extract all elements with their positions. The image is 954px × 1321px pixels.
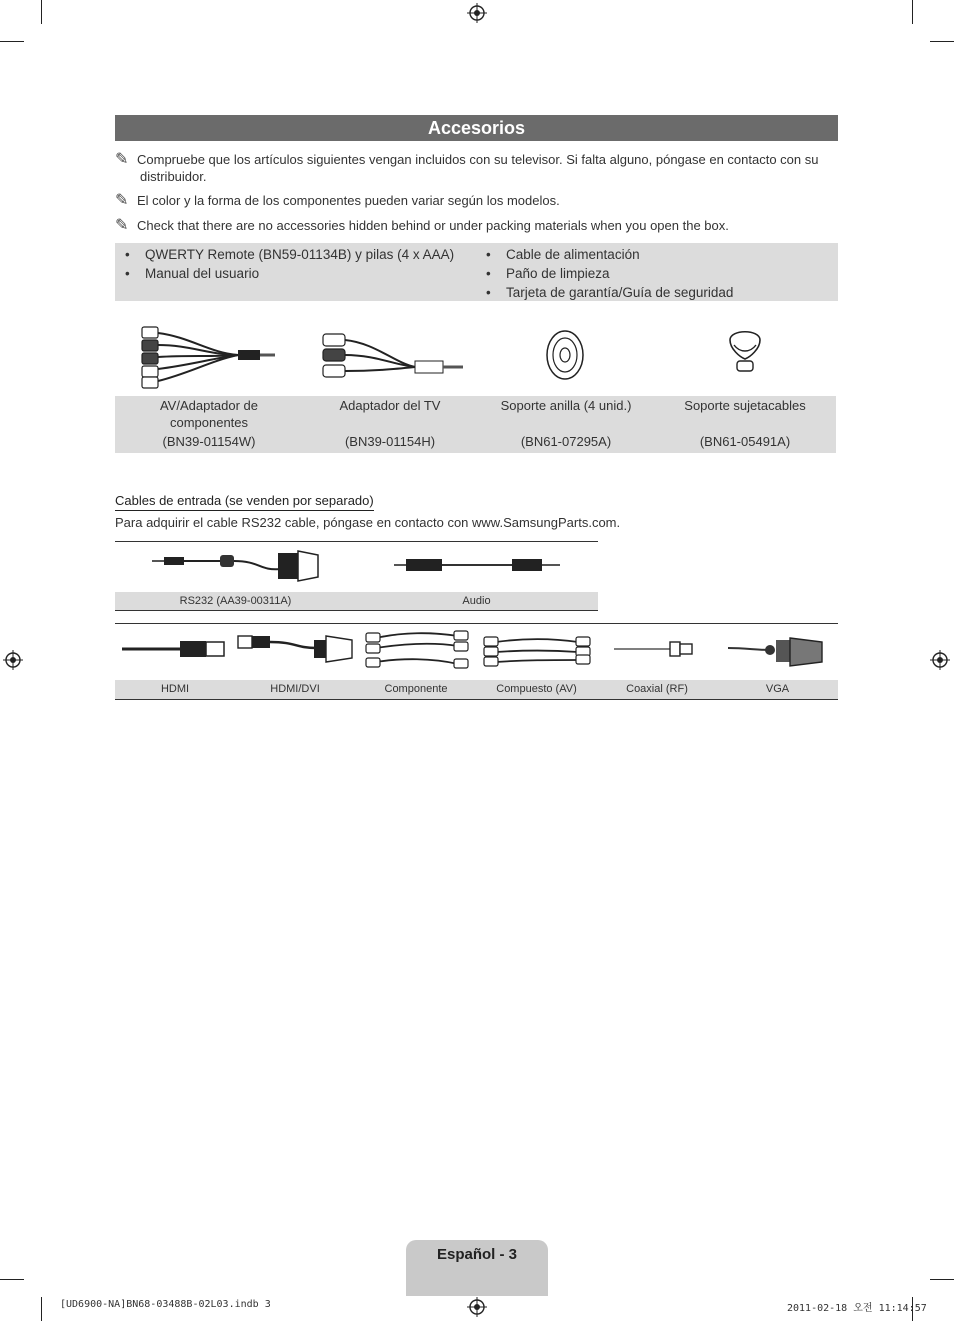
cable-label: Coaxial (RF): [626, 683, 688, 695]
coaxial-cable-icon: [612, 636, 696, 664]
registration-mark-icon: [467, 3, 487, 23]
note-text: Check that there are no accessories hidden behind or under packing materials when you open the box.: [137, 218, 729, 233]
hdmi-dvi-cable-icon: [236, 630, 356, 664]
caption-bar: [115, 592, 598, 610]
audio-cable-icon: [392, 555, 562, 575]
note-text: El color y la forma de los componentes pueden variar según los modelos.: [137, 193, 560, 208]
crop-mark: [930, 41, 954, 42]
note-item: [115, 192, 840, 209]
accessory-cell: [300, 396, 480, 449]
crop-mark: [930, 1279, 954, 1280]
cable-label: VGA: [765, 683, 790, 695]
print-slug-left: [UD6900-NA]BN68-03488B-02L03.indb 3: [60, 1299, 271, 1310]
crop-mark: [0, 41, 24, 42]
list-item: • QWERTY Remote (BN59-01134B) y pilas (4 x AAA): [125, 247, 455, 262]
accessory-code: (BN39-01154H): [344, 434, 436, 449]
accessory-cell: [655, 396, 835, 449]
rs232-cable-icon: [150, 547, 325, 585]
cable-label: RS232 (AA39-00311A): [179, 595, 292, 607]
table-rule: [115, 541, 598, 542]
list-item: • Paño de limpieza: [486, 266, 610, 281]
note-item: [115, 217, 840, 234]
input-cables-note: Para adquirir el cable RS232 cable, póngase en contacto con www.SamsungParts.com.: [115, 515, 621, 530]
list-item-text: Cable de alimentación: [506, 247, 640, 262]
included-items-right: [476, 245, 733, 302]
list-item-text: Tarjeta de garantía/Guía de seguridad: [506, 285, 734, 300]
accessory-name: AV/Adaptador de componentes: [159, 398, 259, 430]
av-component-adapter-icon: [130, 315, 280, 395]
crop-mark: [41, 0, 42, 24]
crop-mark: [41, 1297, 42, 1321]
vga-cable-icon: [726, 634, 826, 668]
tv-adapter-icon: [315, 315, 465, 395]
accessories-table: [115, 396, 836, 453]
accessory-code: (BN39-01154W): [162, 434, 256, 449]
input-cables-heading: Cables de entrada (se venden por separado): [115, 493, 374, 511]
ring-holder-icon: [540, 315, 590, 395]
accessory-code: (BN61-07295A): [520, 434, 612, 449]
print-slug-right: 2011-02-18 오전 11:14:57: [787, 1303, 927, 1314]
note-item: [115, 151, 840, 185]
registration-mark-icon: [3, 650, 23, 670]
crop-mark: [912, 0, 913, 24]
included-items-box: [115, 243, 838, 301]
list-item-text: Manual del usuario: [145, 266, 260, 281]
pencil-note-icon: ✎: [115, 192, 129, 209]
accessory-name: Soporte anilla (4 unid.): [500, 398, 632, 413]
included-items-left: [115, 245, 454, 283]
page-number-tab: Español - 3: [406, 1240, 548, 1296]
list-item: • Manual del usuario: [125, 266, 260, 281]
registration-mark-icon: [467, 1297, 487, 1317]
crop-mark: [0, 1279, 24, 1280]
table-rule: [115, 610, 598, 611]
list-item-text: Paño de limpieza: [506, 266, 610, 281]
table-rule: [115, 699, 838, 700]
list-item-text: QWERTY Remote (BN59-01134B) y pilas (4 x AAA): [145, 247, 455, 262]
cable-label: HDMI/DVI: [270, 683, 320, 695]
cable-label: HDMI: [160, 683, 190, 695]
accessory-name: Adaptador del TV: [339, 398, 441, 413]
registration-mark-icon: [930, 650, 950, 670]
cable-label: Compuesto (AV): [496, 683, 577, 695]
section-title: Accesorios: [115, 115, 838, 141]
composite-cable-icon: [480, 632, 595, 668]
caption-bar: [115, 680, 838, 699]
accessory-code: (BN61-05491A): [699, 434, 791, 449]
hdmi-cable-icon: [120, 634, 230, 664]
pencil-note-icon: ✎: [115, 217, 129, 234]
table-rule: [115, 623, 838, 624]
list-item: • Cable de alimentación: [486, 247, 640, 262]
note-text: Compruebe que los artículos siguientes vengan incluidos con su televisor. Si falta alguno, póngase en contacto con su: [137, 152, 819, 167]
pencil-note-icon: ✎: [115, 151, 129, 168]
accessory-cell: [119, 396, 299, 449]
note-text: distribuidor.: [140, 169, 207, 184]
cable-holder-icon: [720, 315, 770, 395]
accessory-cell: [476, 396, 656, 449]
accessory-name: Soporte sujetacables: [684, 398, 806, 413]
component-cable-icon: [362, 628, 472, 672]
cable-label: Audio: [462, 595, 491, 607]
list-item: • Tarjeta de garantía/Guía de seguridad: [486, 285, 734, 300]
cable-label: Componente: [384, 683, 448, 695]
